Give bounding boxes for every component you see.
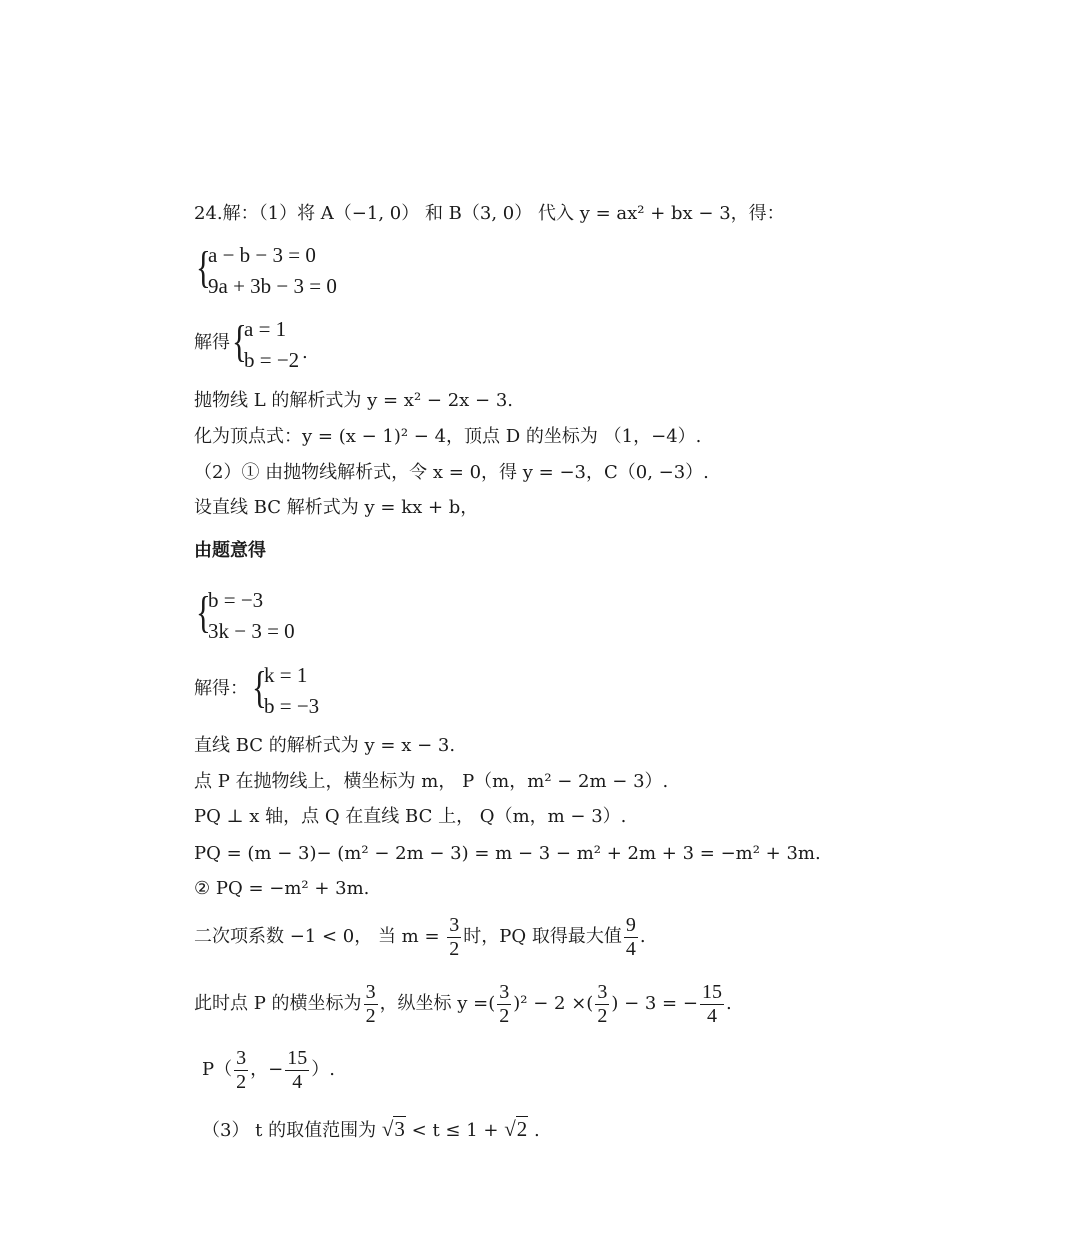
fraction: $\frac{9}{4}$: [625, 913, 636, 960]
brace-symbol: {: [196, 588, 211, 637]
brace-symbol: {: [252, 663, 267, 712]
solve2-label: 解得：: [194, 678, 248, 699]
fraction: $\frac{3}{2}$: [597, 980, 608, 1027]
line-part2-point-c: （2）① 由抛物线解析式，令 x = 0，得 y = −3，C（0, −3）.: [194, 462, 709, 483]
system2-eq2: 3k − 3 = 0: [208, 619, 295, 643]
brace-symbol: {: [196, 243, 211, 292]
fraction: $\frac{3}{2}$: [365, 980, 376, 1027]
line-pq-perpendicular: PQ ⊥ x 轴，点 Q 在直线 BC 上， Q（m，m − 3）.: [194, 806, 627, 827]
solution-1: [194, 314, 394, 374]
line-bc-expression: 直线 BC 的解析式为 y = x − 3.: [194, 735, 456, 756]
line-t-range: （3） t 的取值范围为 √3 < t ≤ 1 + √2 .: [202, 1114, 540, 1146]
sqrt-symbol: √2: [504, 1117, 528, 1141]
solve2-eq1: k = 1: [264, 663, 308, 687]
line-maximum-value: 二次项系数 −1 < 0， 当 m = $\frac{3}{2}$ 时，PQ 取得最大值 $\frac{9}{4}$ .: [194, 913, 646, 960]
line-point-p: 点 P 在抛物线上，横坐标为 m， P（m，m² − 2m − 3）.: [194, 771, 669, 792]
fraction: $\frac{15}{4}$: [287, 1046, 308, 1093]
line-point-coordinates-calc: 此时点 P 的横坐标为 $\frac{3}{2}$ ，纵坐标 y =( $\frac{3}{2}$ )² − 2 ×( $\frac{3}{2}$ ) − 3 = − $\frac{15}{4}$ .: [194, 980, 732, 1027]
fraction: $\frac{3}{2}$: [499, 980, 510, 1027]
line-parabola-expression: 抛物线 L 的解析式为 y = x² − 2x − 3.: [194, 390, 514, 411]
line-problem-intro: 24.解：（1）将 A（−1, 0） 和 B（3, 0） 代入 y = ax² + bx − 3，得：: [194, 203, 785, 224]
equation-system-1: [196, 240, 396, 300]
solve1-eq2: b = −2: [244, 348, 300, 372]
line-point-p-result: P（ $\frac{3}{2}$ ，− $\frac{15}{4}$ ）.: [202, 1046, 335, 1093]
system1-eq1: a − b − 3 = 0: [208, 243, 316, 267]
line-bc-setup: 设直线 BC 解析式为 y = kx + b，: [194, 497, 479, 518]
solve1-end: .: [302, 342, 308, 363]
line-pq-result: ② PQ = −m² + 3m.: [194, 878, 370, 899]
brace-symbol: {: [232, 317, 247, 366]
sqrt-symbol: √3: [381, 1117, 405, 1141]
system1-eq2: 9a + 3b − 3 = 0: [208, 274, 337, 298]
solution-2: [194, 660, 394, 720]
fraction: $\frac{3}{2}$: [236, 1046, 247, 1093]
solve2-eq2: b = −3: [264, 694, 320, 718]
system2-eq1: b = −3: [208, 588, 264, 612]
equation-system-2: [196, 585, 396, 645]
solve1-label: 解得: [194, 332, 230, 353]
fraction: $\frac{3}{2}$: [449, 913, 460, 960]
line-by-question: 由题意得: [194, 540, 266, 561]
fraction: $\frac{15}{4}$: [701, 980, 722, 1027]
line-pq-length: PQ = (m − 3)− (m² − 2m − 3) = m − 3 − m² + 2m + 3 = −m² + 3m.: [194, 843, 821, 864]
line-vertex-form: 化为顶点式：y = (x − 1)² − 4，顶点 D 的坐标为 （1，−4）.: [194, 426, 702, 447]
solve1-eq1: a = 1: [244, 317, 287, 341]
